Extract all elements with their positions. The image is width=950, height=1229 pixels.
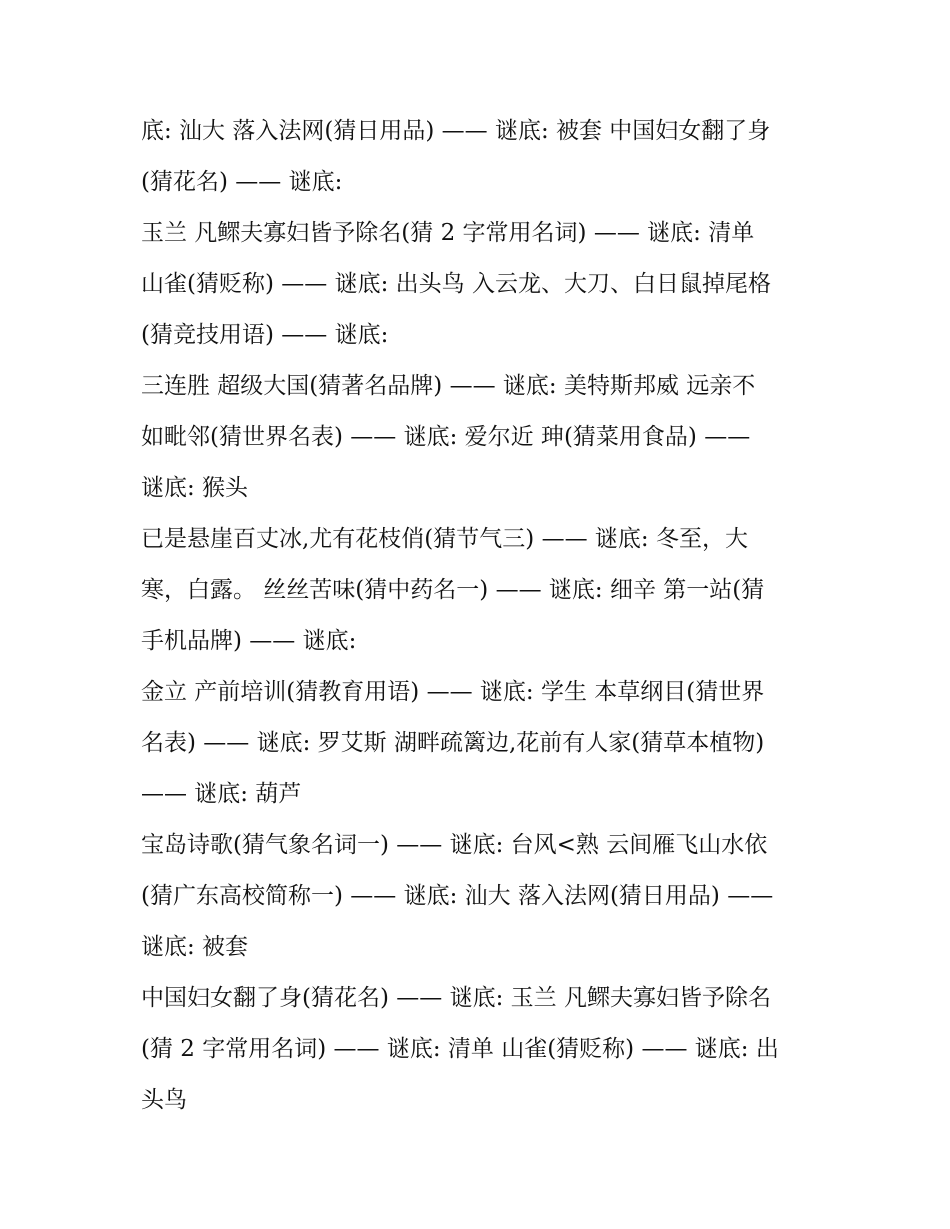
text-line: (猜 2 字常用名词) —— 谜底: 清单 山雀(猜贬称) —— 谜底: 出 (141, 1036, 779, 1062)
text-line: (猜竞技用语) —— 谜底: (141, 322, 389, 348)
text-line: 三连胜 超级大国(猜著名品牌) —— 谜底: 美特斯邦威 远亲不 (141, 373, 756, 399)
text-line: (猜花名) —— 谜底: (141, 169, 343, 195)
text-line: 已是悬崖百丈冰,尤有花枝俏(猜节气三) —— 谜底: 冬至，大 (141, 526, 748, 552)
text-line: 玉兰 凡鳏夫寡妇皆予除名(猜 2 字常用名词) —— 谜底: 清单 (141, 220, 755, 246)
text-line: 底: 汕大 落入法网(猜日用品) —— 谜底: 被套 中国妇女翻了身 (141, 118, 771, 144)
text-line: 头鸟 (141, 1087, 187, 1113)
text-line: 名表) —— 谜底: 罗艾斯 湖畔疏篱边,花前有人家(猜草本植物) (141, 730, 765, 756)
text-line: 谜底: 猴头 (141, 475, 249, 501)
text-line: 如毗邻(猜世界名表) —— 谜底: 爱尔近 珅(猜菜用食品) —— (141, 424, 751, 450)
text-line: 山雀(猜贬称) —— 谜底: 出头鸟 入云龙、大刀、白日鼠掉尾格 (141, 271, 771, 297)
text-line: 金立 产前培训(猜教育用语) —— 谜底: 学生 本草纲目(猜世界 (141, 679, 765, 705)
text-line: 手机品牌) —— 谜底: (141, 628, 357, 654)
text-line: (猜广东高校简称一) —— 谜底: 汕大 落入法网(猜日用品) —— (141, 883, 774, 909)
text-line: 宝岛诗歌(猜气象名词一) —— 谜底: 台风<熟 云间雁飞山水依 (141, 832, 768, 858)
text-line: 谜底: 被套 (141, 934, 249, 960)
text-line: —— 谜底: 葫芦 (141, 781, 302, 807)
text-line: 寒，白露。 丝丝苦味(猜中药名一) —— 谜底: 细辛 第一站(猜 (141, 577, 765, 603)
riddle-text-block (141, 106, 831, 1126)
text-line: 中国妇女翻了身(猜花名) —— 谜底: 玉兰 凡鳏夫寡妇皆予除名 (141, 985, 771, 1011)
